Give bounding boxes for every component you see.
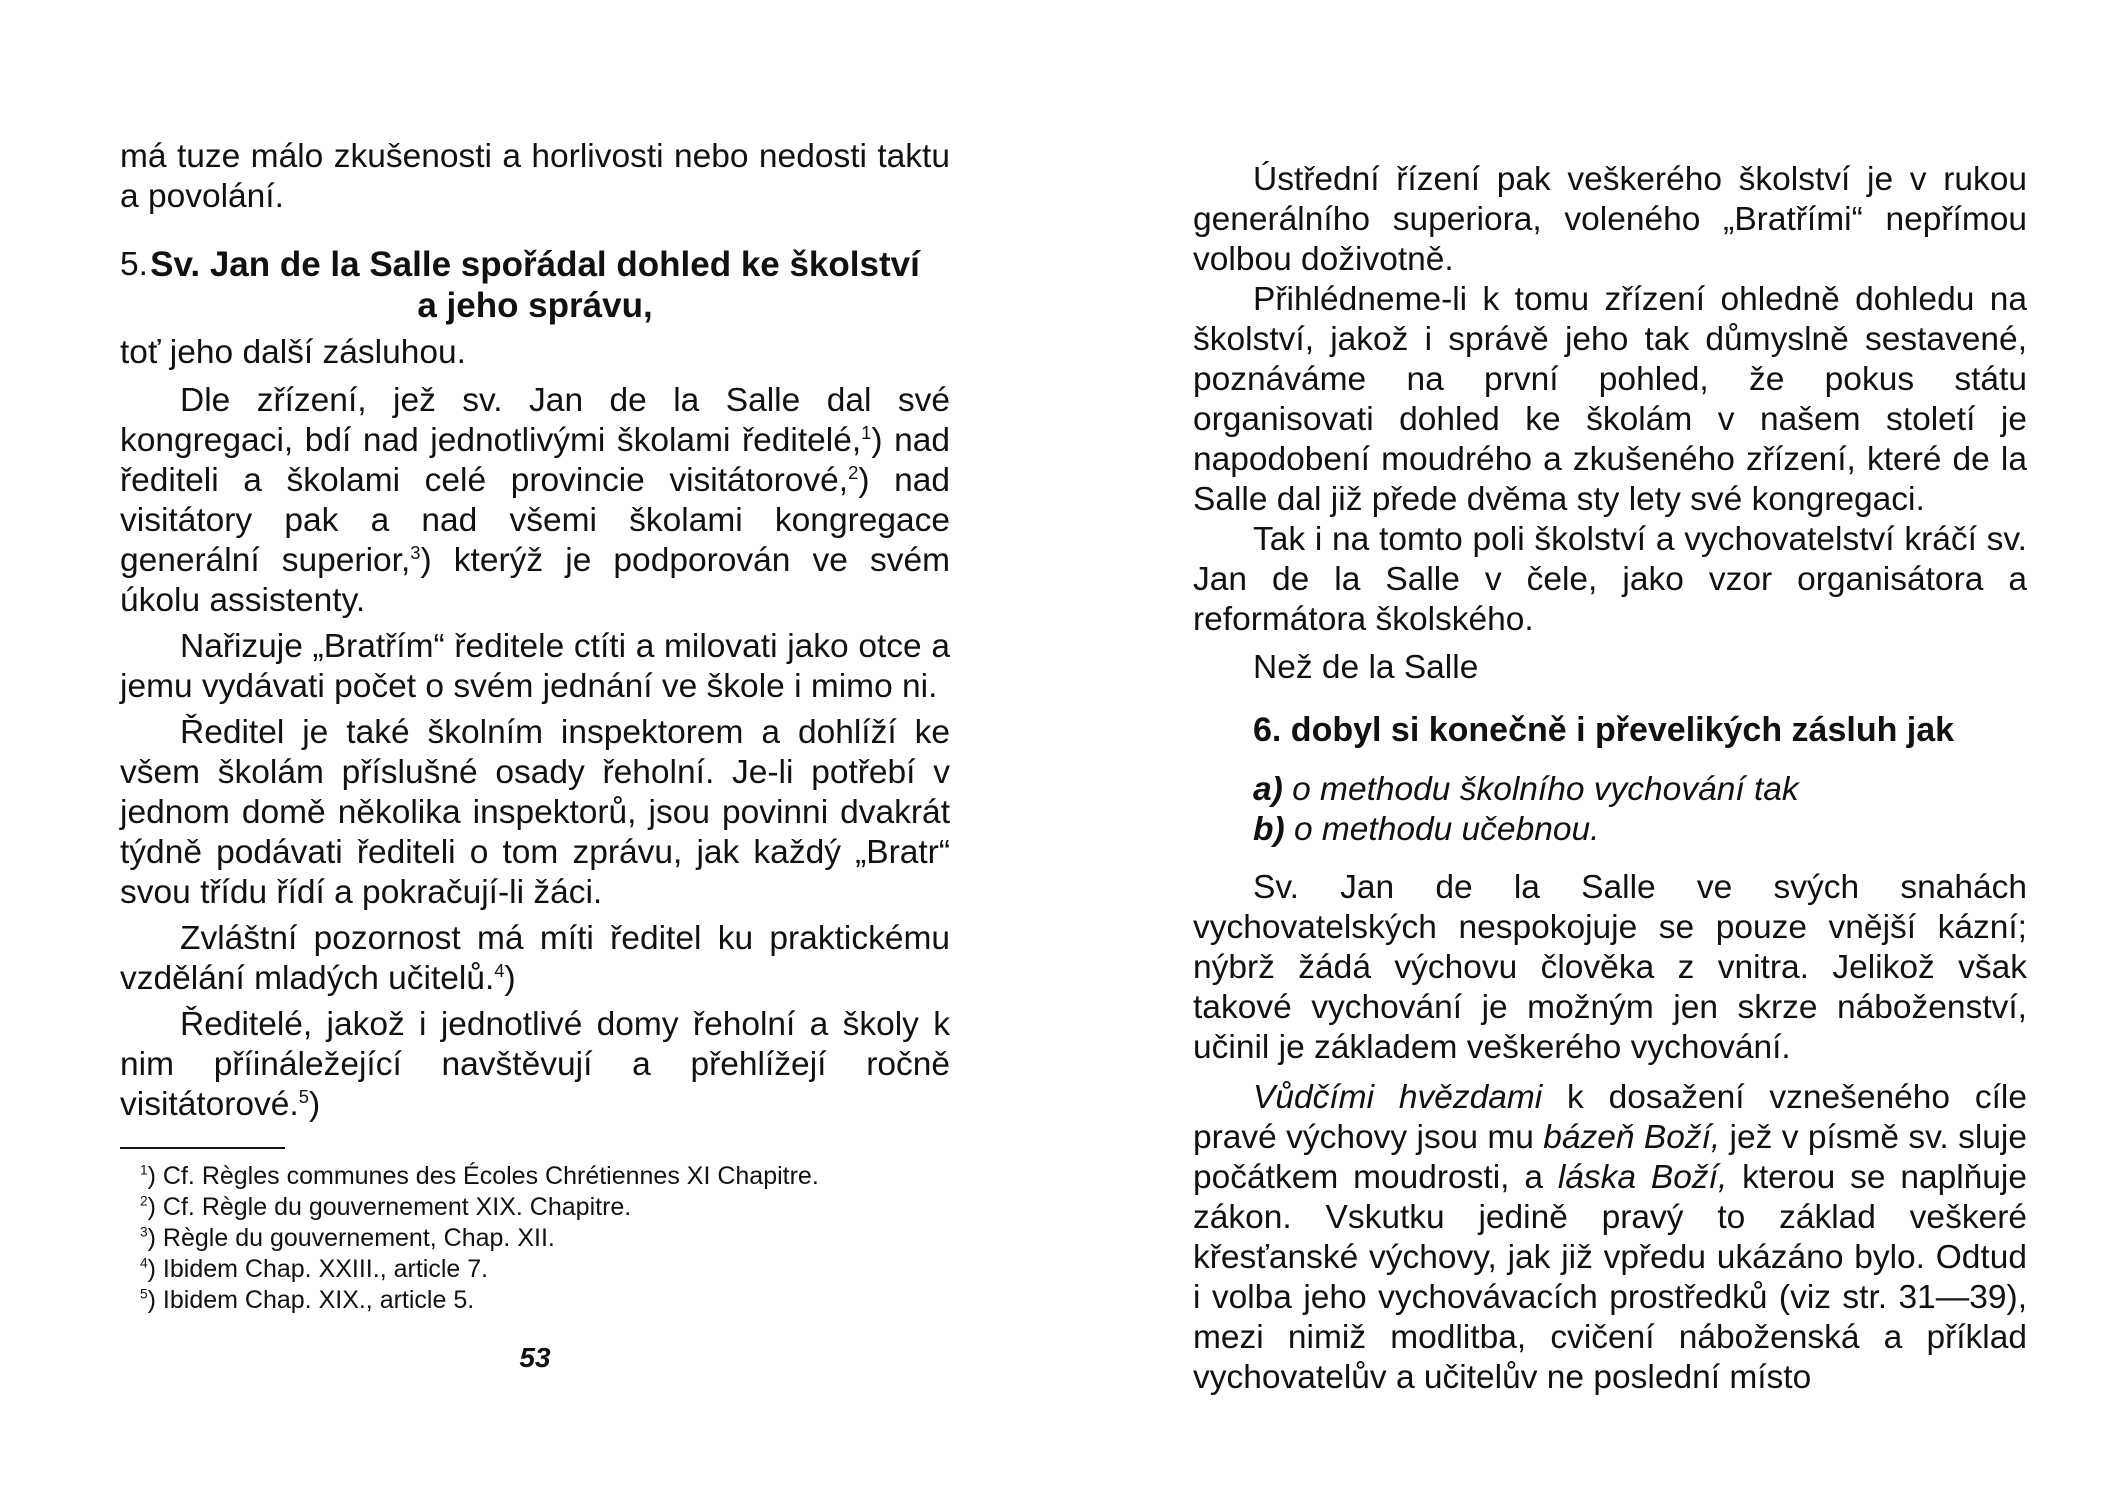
paragraph-brothers: Nařizuje „Bratřím“ ředitele ctíti a milovati jako otce a jemu vydávati počet o svém jednání ve škole i mimo ni.	[120, 628, 950, 705]
paragraph-teachers: Zvláštní pozornost má míti ředitel ku praktickému vzdělání mladých učitelů.$^4$)	[120, 920, 950, 997]
footnote-divider	[120, 1147, 285, 1149]
section-heading-6: 6. dobyl si konečně i převelikých zásluh jak	[1253, 711, 1955, 749]
paragraph-state-comparison: Přihlédneme-li k tomu zřízení ohledně dohledu na školství, jakož i správě jeho tak důmyslně sestavené, poznáváme na první pohled, že pokus státu organisovati dohled ke školám v našem století je napodobení moudrého a zkušeného zřízení, které de la Salle dal již přede dvěma sty lety své kongregaci.	[1193, 281, 2027, 518]
footnote-ref-3: 3	[410, 541, 421, 563]
paragraph-leader: Tak i na tomto poli školství a vychovatelství kráčí sv. Jan de la Salle v čele, jako vzor organisátora a reformátora školského.	[1193, 521, 2027, 638]
paragraph-guiding-stars: Vůdčími hvězdami k dosažení vznešeného cíle pravé výchovy jsou mu bázeň Boží, jež v písmě sv. sluje počátkem moudrosti, a láska Boží, kterou se naplňuje zákon. Vskutku jedině pravý to základ veškeré křesťanské výchovy, jak již vpředu ukázáno bylo. Odtud i volba jeho vychovávacích prostředků (viz str. 31—39), mezi nimiž modlitba, cvičení náboženská a příklad vychovatelův a učitelův ne poslední místo	[1193, 1079, 2027, 1396]
right-page	[1064, 0, 2128, 1500]
section-heading	[120, 245, 950, 327]
footnote: $^5$) Ibidem Chap. XIX., article 5.	[140, 1286, 475, 1314]
paragraph-continuation: má tuze málo zkušenosti a horlivosti nebo nedosti taktu a povolání.	[120, 138, 950, 215]
method-item-b: b) o methodu učebnou.	[1253, 811, 1600, 848]
footnote-ref-2: 2	[848, 461, 859, 483]
paragraph-inner-education: Sv. Jan de la Salle ve svých snahách vychovatelských nespokojuje se pouze vnější kázní; nýbrž žádá výchovu člověka z vnitra. Jelikož však takové vychování je možným jen skrze náboženství, učinil je základem veškerého vychování.	[1193, 869, 2027, 1066]
section-number: 5.	[120, 246, 148, 283]
paragraph-visitators: Ředitelé, jakož i jednotlivé domy řeholní a školy k nim příináležející navštěvují a přehlížejí ročně visitátorové.$^5$)	[120, 1006, 950, 1123]
paragraph-transition: Než de la Salle	[1253, 649, 1479, 686]
page-number: 53	[519, 1342, 551, 1373]
footnote: $^4$) Ibidem Chap. XXIII., article 7.	[140, 1255, 489, 1283]
left-text-column	[120, 137, 950, 1378]
footnote-ref-1: 1	[861, 421, 872, 443]
paragraph-central-management: Ústřední řízení pak veškerého školství je v rukou generálního superiora, voleného „Bratřími“ nepřímou volbou doživotně.	[1193, 161, 2027, 278]
footnote: $^2$) Cf. Règle du gouvernement XIX. Chapitre.	[140, 1193, 632, 1221]
footnote-ref-4: 4	[494, 959, 505, 981]
method-item-a: a) o methodu školního vychování tak	[1253, 771, 1799, 808]
paragraph-inspector: Ředitel je také školním inspektorem a dohlíží ke všem školám příslušné osady řeholní. Je-li potřebí v jednom domě několika inspektorů, jsou povinni dvakrát týdně podávati řediteli o tom zprávu, jak každý „Bratr“ svou třídu řídí a pokračují-li žáci.	[120, 714, 950, 911]
right-text-column	[1193, 160, 2027, 1398]
section-heading-line-1: Sv. Jan de la Salle spořádal dohled ke školství	[150, 245, 920, 284]
section-heading-line-2: a jeho správu,	[417, 286, 653, 325]
footnote-ref-5: 5	[298, 1085, 309, 1107]
footnote: $^3$) Règle du gouvernement, Chap. XII.	[140, 1224, 555, 1252]
paragraph-organisation: Dle zřízení, jež sv. Jan de la Salle dal své kongregaci, bdí nad jednotlivými školami ředitelé,$^1$) nad řediteli a školami celé provincie visitátorové,$^2$) nad visitátory pak a nad všemi školami kongregace generální superior,$^3$) kterýž je podporován ve svém úkolu assistenty.	[120, 382, 951, 619]
footnotes	[120, 1161, 950, 1316]
paragraph-merit: toť jeho další zásluhou.	[120, 334, 466, 371]
footnote: $^1$) Cf. Règles communes des Écoles Chrétiennes XI Chapitre.	[140, 1162, 819, 1190]
